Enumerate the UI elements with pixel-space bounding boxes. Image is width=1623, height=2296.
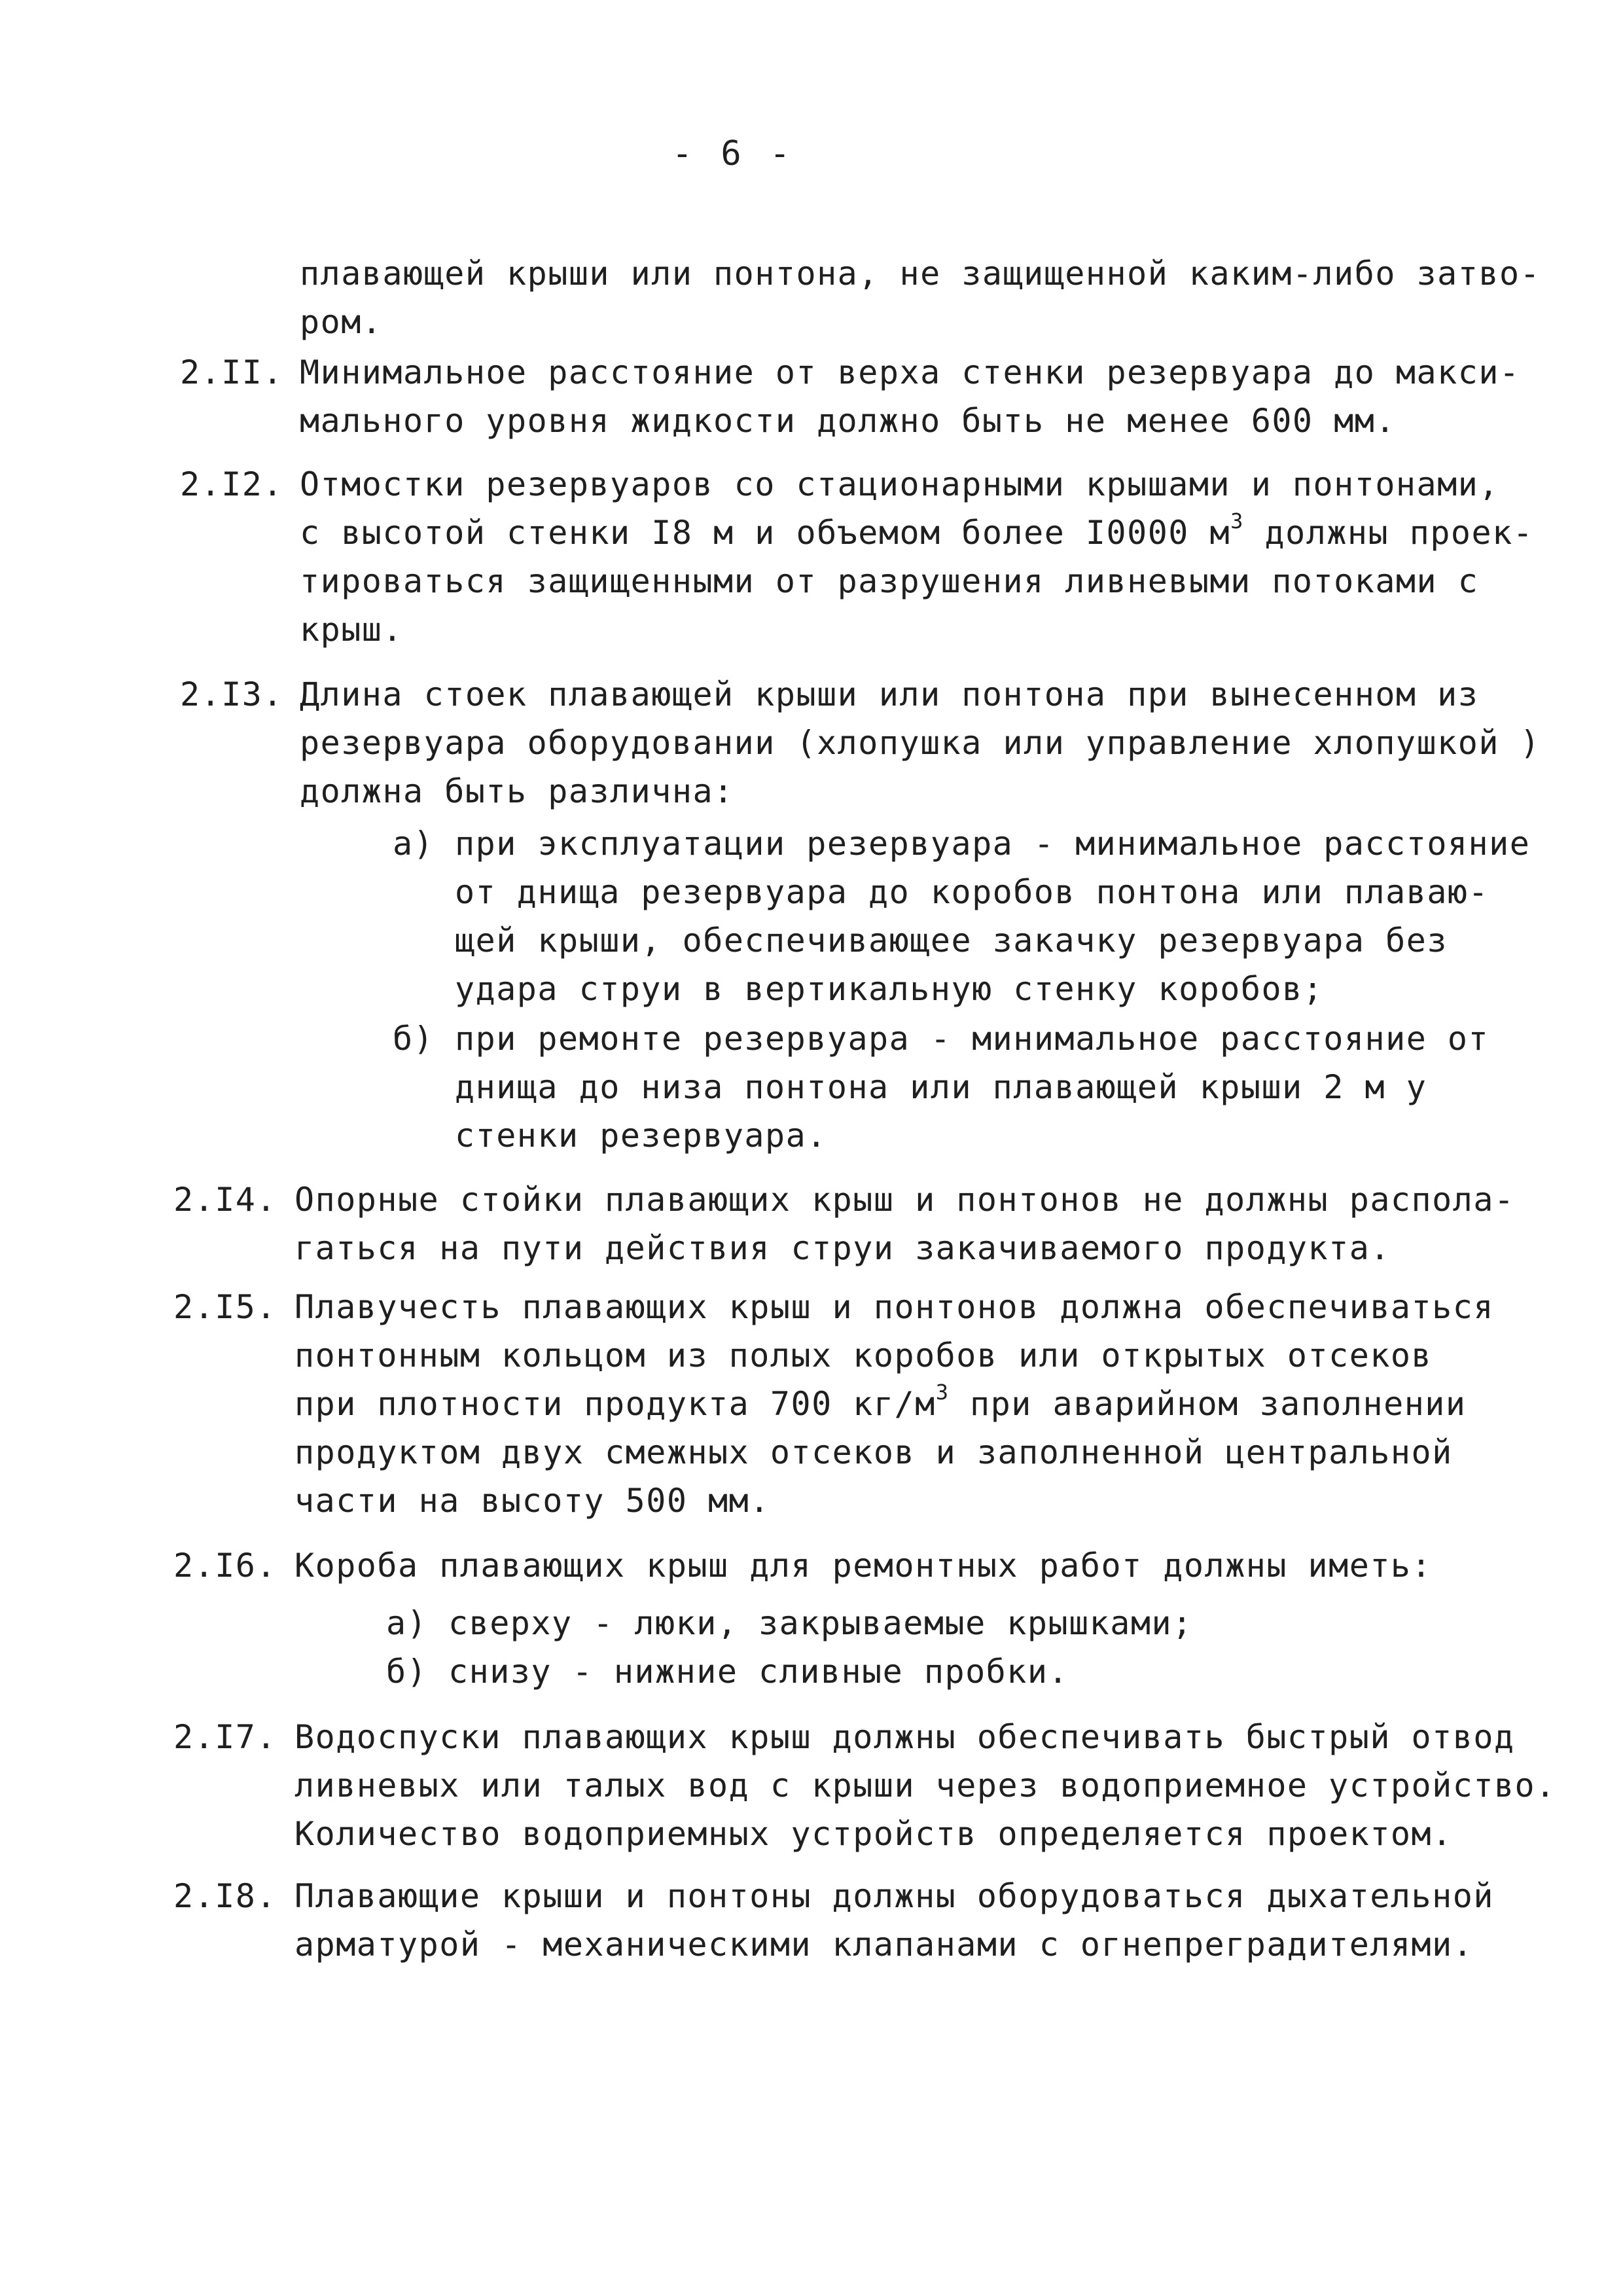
- continuation-line: ром.: [300, 303, 383, 341]
- section-line: продуктом двух смежных отсеков и заполненной центральной: [294, 1433, 1453, 1471]
- section-number: 2.I5.: [173, 1288, 277, 1326]
- section-line-text: при плотности продукта 700 кг/м: [294, 1385, 936, 1423]
- section-line: Короба плавающих крыш для ремонтных работ должны иметь:: [294, 1547, 1433, 1585]
- section-line: арматурой - механическими клапанами с огнепреградителями.: [294, 1926, 1474, 1964]
- page-number: - 6 -: [671, 134, 794, 173]
- list-item-line: щей крыши, обеспечивающее закачку резервуара без: [455, 922, 1448, 960]
- section-line: должна быть различна:: [300, 772, 734, 810]
- section-line: Плавающие крыши и понтоны должны оборудоваться дыхательной: [294, 1877, 1494, 1915]
- section-line: резервуара оборудовании (хлопушка или управление хлопушкой ): [300, 724, 1541, 762]
- section-line: гаться на пути действия струи закачиваемого продукта.: [294, 1229, 1391, 1267]
- section-line: Отмостки резервуаров со стационарными крышами и понтонами,: [300, 465, 1499, 503]
- section-line: Опорные стойки плавающих крыш и понтонов не должны распола-: [294, 1181, 1515, 1219]
- section-line: Плавучесть плавающих крыш и понтонов должна обеспечиваться: [294, 1288, 1494, 1326]
- section-line: ливневых или талых вод с крыши через водоприемное устройство.: [294, 1767, 1556, 1804]
- section-line: мального уровня жидкости должно быть не менее 600 мм.: [300, 402, 1396, 440]
- list-item-line: удара струи в вертикальную стенку коробов;: [455, 970, 1324, 1008]
- section-line: Минимальное расстояние от верха стенки резервуара до макси-: [300, 353, 1520, 391]
- list-item-line: стенки резервуара.: [455, 1117, 827, 1155]
- list-marker: а): [386, 1604, 428, 1642]
- list-marker: б): [386, 1653, 428, 1691]
- list-item-line: при эксплуатации резервуара - минимальное расстояние: [455, 825, 1531, 863]
- section-number: 2.I6.: [173, 1547, 277, 1585]
- section-number: 2.I4.: [173, 1181, 277, 1219]
- section-line-tail: при аварийном заполнении: [949, 1385, 1467, 1423]
- section-line: Количество водоприемных устройств определяется проектом.: [294, 1815, 1453, 1853]
- section-number: 2.II.: [180, 353, 284, 391]
- list-item-line: сверху - люки, закрываемые крышками;: [448, 1604, 1193, 1642]
- section-line-tail: должны проек-: [1243, 514, 1534, 552]
- list-marker: б): [393, 1020, 435, 1058]
- list-item-line: от днища резервуара до коробов понтона или плаваю-: [455, 873, 1489, 911]
- section-number: 2.I2.: [180, 465, 284, 503]
- section-line-text: с высотой стенки I8 м и объемом более I0000 м: [300, 514, 1231, 552]
- superscript-cubic: 3: [1230, 509, 1244, 533]
- list-item-line: днища до низа понтона или плавающей крыши 2 м у: [455, 1068, 1427, 1106]
- section-line-with-superscript: [300, 509, 1533, 557]
- section-line: крыш.: [300, 611, 404, 649]
- list-marker: а): [393, 825, 435, 863]
- section-line: тироваться защищенными от разрушения ливневыми потоками с: [300, 562, 1479, 600]
- section-number: 2.I8.: [173, 1877, 277, 1915]
- list-item-line: снизу - нижние сливные пробки.: [448, 1653, 1069, 1691]
- section-line: Длина стоек плавающей крыши или понтона при вынесенном из: [300, 675, 1479, 713]
- section-number: 2.I3.: [180, 675, 284, 713]
- continuation-line: плавающей крыши или понтона, не защищенной каким-либо затво-: [300, 255, 1541, 293]
- section-line: Водоспуски плавающих крыш должны обеспечивать быстрый отвод: [294, 1718, 1515, 1756]
- section-line: части на высоту 500 мм.: [294, 1482, 770, 1520]
- section-line-with-superscript: [294, 1380, 1467, 1428]
- superscript-cubic: 3: [935, 1380, 950, 1405]
- section-number: 2.I7.: [173, 1718, 277, 1756]
- list-item-line: при ремонте резервуара - минимальное расстояние от: [455, 1020, 1489, 1058]
- section-line: понтонным кольцом из полых коробов или открытых отсеков: [294, 1336, 1433, 1374]
